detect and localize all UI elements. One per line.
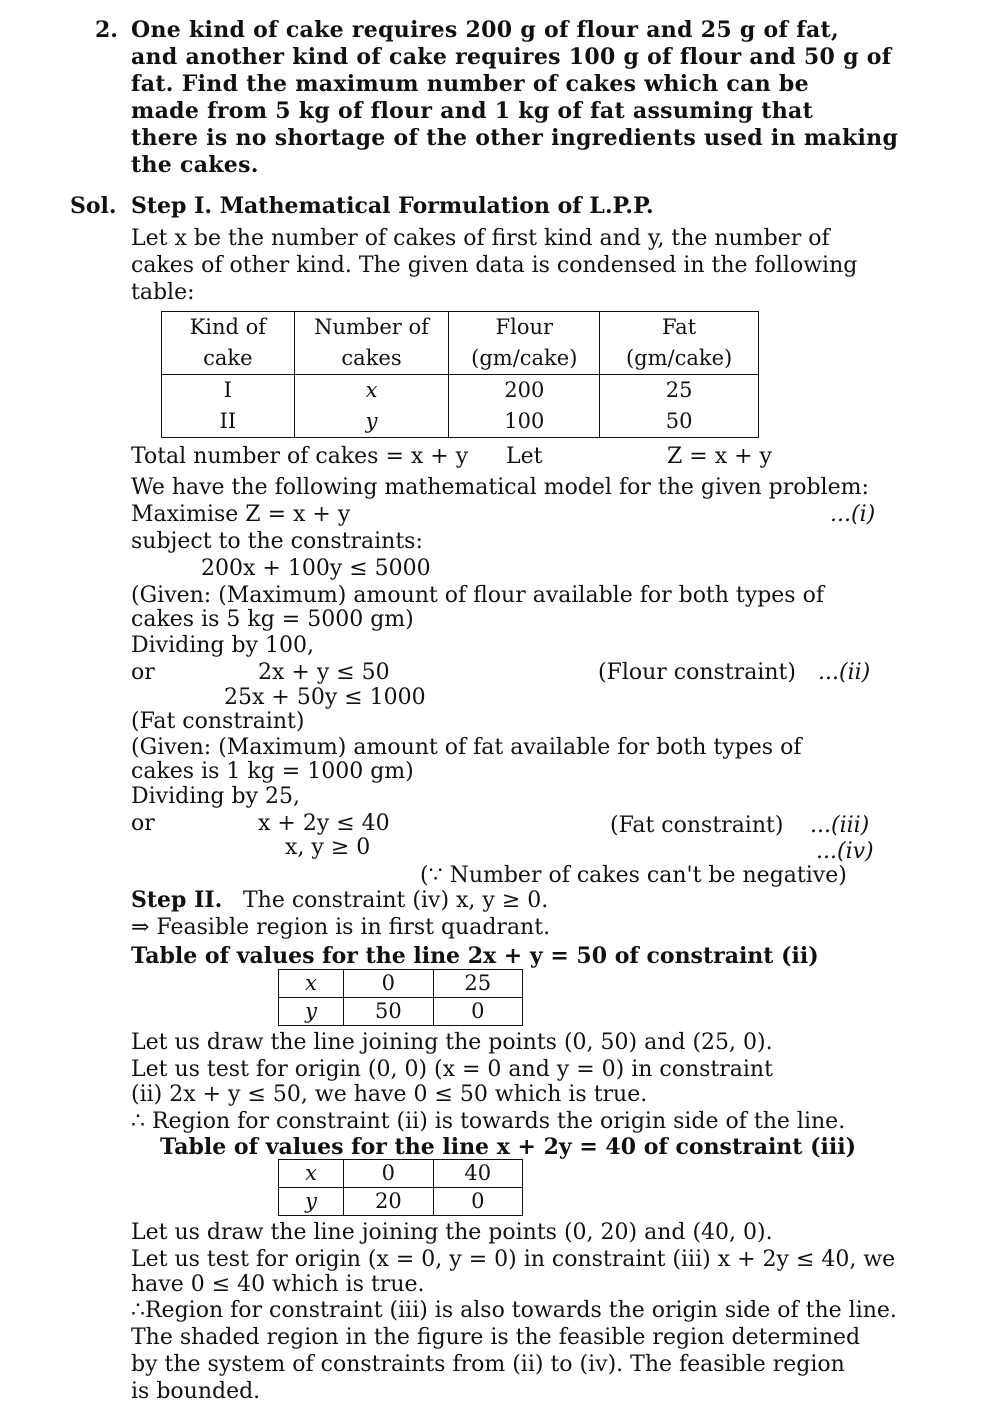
- closing-line: ∴Region for constraint (iii) is also towards the origin side of the line.: [131, 1298, 897, 1323]
- flour-constraint-note: (Flour constraint): [598, 660, 796, 685]
- given-fat-line: (Given: (Maximum) amount of fat available for both types of: [131, 735, 802, 760]
- table-row: [279, 1160, 523, 1188]
- table-cell: x: [279, 970, 344, 998]
- non-negative-note: (∵ Number of cakes can't be negative): [420, 863, 847, 888]
- table-row: [279, 1188, 523, 1216]
- table-ii-title: Table of values for the line 2x + y = 50 of constraint (ii): [131, 943, 819, 969]
- question-number: 2.: [95, 17, 118, 43]
- values-table-iii: [278, 1159, 523, 1216]
- table-row: [279, 998, 523, 1026]
- table-header-cell: Fat: [600, 312, 759, 344]
- origin-test-ii: Let us test for origin (0, 0) (x = 0 and y = 0) in constraint: [131, 1057, 773, 1082]
- table-cell: x: [294, 375, 449, 407]
- table-cell: x: [279, 1160, 344, 1188]
- table-header-cell: (gm/cake): [600, 343, 759, 375]
- intro-line: Let x be the number of cakes of first kind and y, the number of: [131, 226, 830, 251]
- table-row: [162, 406, 759, 438]
- table-cell: y: [279, 1188, 344, 1216]
- question-line: and another kind of cake requires 100 g of flour and 50 g of: [131, 44, 892, 70]
- table-cell: 100: [449, 406, 600, 438]
- table-header-cell: (gm/cake): [449, 343, 600, 375]
- table-cell: II: [162, 406, 295, 438]
- fat-constraint-note: (Fat constraint): [610, 813, 784, 838]
- table-cell: 50: [344, 998, 433, 1026]
- equation-tag-ii: ...(ii): [818, 660, 871, 685]
- table-cell: 50: [600, 406, 759, 438]
- table-iii-title: Table of values for the line x + 2y = 40 of constraint (iii): [160, 1134, 857, 1160]
- table-cell: 40: [433, 1160, 522, 1188]
- given-flour-line: cakes is 5 kg = 5000 gm): [131, 607, 414, 632]
- table-header-cell: Flour: [449, 312, 600, 344]
- objective-function: Maximise Z = x + y: [131, 502, 351, 527]
- table-cell: 25: [600, 375, 759, 407]
- table-header-cell: Kind of: [162, 312, 295, 344]
- or-word: or: [131, 811, 155, 836]
- divide-100-line: Dividing by 100,: [131, 633, 314, 658]
- question-line: One kind of cake requires 200 g of flour and 25 g of fat,: [131, 17, 839, 43]
- total-cakes-line: Total number of cakes = x + y: [131, 444, 469, 469]
- draw-line-ii: Let us draw the line joining the points (0, 50) and (25, 0).: [131, 1030, 773, 1055]
- table-header-cell: cake: [162, 343, 295, 375]
- constraint-ii: 2x + y ≤ 50: [258, 660, 390, 685]
- step1-title: Step I. Mathematical Formulation of L.P.P.: [131, 193, 654, 219]
- closing-line: The shaded region in the figure is the feasible region determined: [131, 1325, 861, 1350]
- closing-paragraph: [131, 1297, 897, 1405]
- divide-25-line: Dividing by 25,: [131, 784, 300, 809]
- table-cell: 0: [433, 998, 522, 1026]
- given-fat-line: cakes is 1 kg = 1000 gm): [131, 759, 414, 784]
- table-cell: 0: [433, 1188, 522, 1216]
- question-line: fat. Find the maximum number of cakes which can be: [131, 71, 809, 97]
- subject-to-line: subject to the constraints:: [131, 529, 423, 554]
- first-quadrant-line: ⇒ Feasible region is in first quadrant.: [131, 915, 551, 940]
- values-table-ii: [278, 969, 523, 1026]
- or-word: or: [131, 660, 155, 685]
- table-cell: 25: [433, 970, 522, 998]
- intro-text: [131, 225, 857, 306]
- constraint-iii: x + 2y ≤ 40: [258, 811, 390, 836]
- closing-line: by the system of constraints from (ii) to (iv). The feasible region: [131, 1352, 845, 1377]
- table-cell: 200: [449, 375, 600, 407]
- given-flour-line: (Given: (Maximum) amount of flour available for both types of: [131, 583, 824, 608]
- question-line: the cakes.: [131, 152, 259, 178]
- flour-raw-constraint: 200x + 100y ≤ 5000: [201, 556, 431, 581]
- constraint-iv: x, y ≥ 0: [285, 835, 371, 860]
- table-cell: y: [294, 406, 449, 438]
- table-cell: I: [162, 375, 295, 407]
- origin-test-iii: have 0 ≤ 40 which is true.: [131, 1272, 425, 1297]
- step2-title: Step II.: [131, 887, 223, 913]
- table-row: [162, 375, 759, 407]
- solution-label: Sol.: [70, 193, 117, 219]
- model-line: We have the following mathematical model for the given problem:: [131, 475, 869, 500]
- step2-text: The constraint (iv) x, y ≥ 0.: [243, 888, 549, 913]
- intro-line: table:: [131, 280, 195, 305]
- closing-line: is bounded.: [131, 1379, 261, 1404]
- equation-tag-iv: ...(iv): [816, 839, 874, 864]
- table-cell: 0: [344, 970, 433, 998]
- question-text: [131, 17, 899, 179]
- fat-constraint-label: (Fat constraint): [131, 709, 305, 734]
- equation-tag-i: ...(i): [830, 502, 876, 527]
- table-header-cell: Number of: [294, 312, 449, 344]
- let-word: Let: [506, 444, 543, 469]
- question-line: there is no shortage of the other ingredients used in making: [131, 125, 899, 151]
- table-cell: 0: [344, 1160, 433, 1188]
- region-ii-line: ∴ Region for constraint (ii) is towards the origin side of the line.: [131, 1109, 846, 1134]
- cake-data-table: [161, 311, 759, 438]
- origin-test-iii: Let us test for origin (x = 0, y = 0) in constraint (iii) x + 2y ≤ 40, we: [131, 1247, 896, 1272]
- equation-tag-iii: ...(iii): [810, 813, 870, 838]
- fat-raw-constraint: 25x + 50y ≤ 1000: [224, 685, 426, 710]
- table-cell: 20: [344, 1188, 433, 1216]
- table-header-cell: cakes: [294, 343, 449, 375]
- table-cell: y: [279, 998, 344, 1026]
- intro-line: cakes of other kind. The given data is condensed in the following: [131, 253, 858, 278]
- z-definition: Z = x + y: [667, 444, 772, 469]
- table-row: [279, 970, 523, 998]
- origin-test-ii: (ii) 2x + y ≤ 50, we have 0 ≤ 50 which is true.: [131, 1082, 648, 1107]
- draw-line-iii: Let us draw the line joining the points (0, 20) and (40, 0).: [131, 1220, 773, 1245]
- question-line: made from 5 kg of flour and 1 kg of fat assuming that: [131, 98, 814, 124]
